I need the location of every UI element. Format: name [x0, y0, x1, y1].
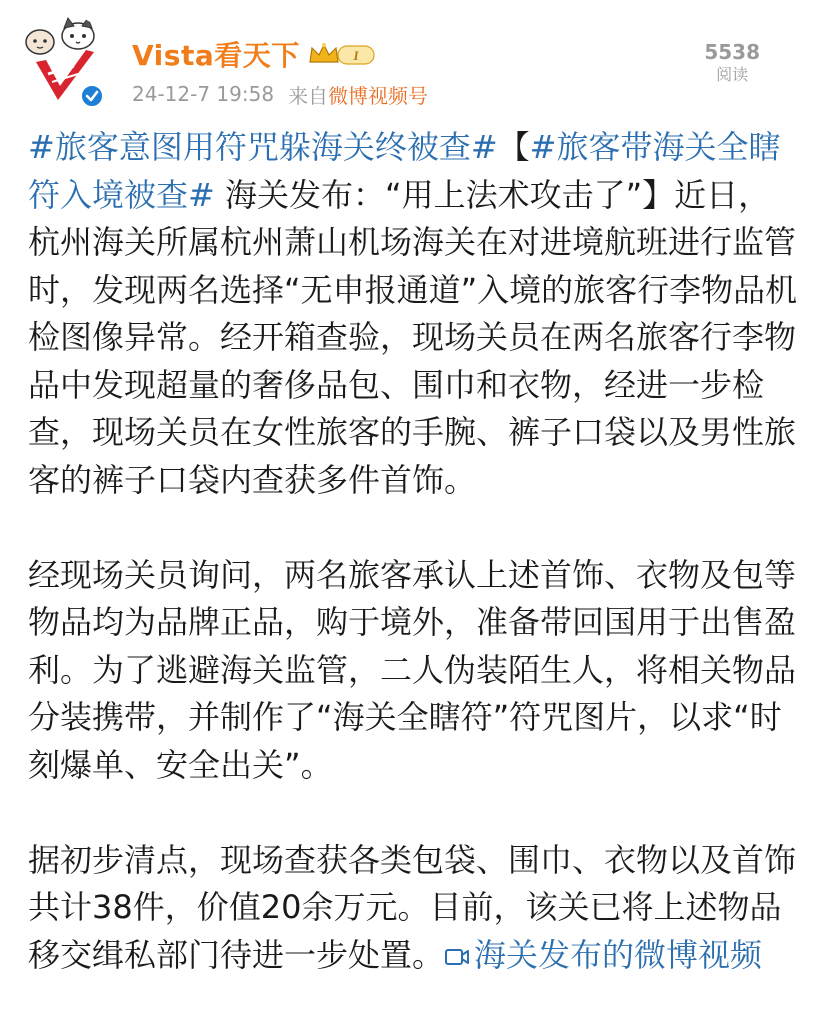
- post-meta: [132, 80, 428, 108]
- read-stats: [704, 40, 760, 86]
- vip-crown-badge-icon[interactable]: [308, 40, 378, 68]
- verified-badge-icon: [80, 84, 104, 108]
- read-count: 5538: [704, 40, 760, 64]
- author-name[interactable]: Vista看天下: [132, 39, 300, 72]
- paragraph-1: [28, 124, 798, 504]
- paragraph-3: [28, 837, 798, 980]
- hashtag-link[interactable]: #旅客意图用符咒躲海关终被查#: [28, 128, 498, 166]
- paragraph-spacer: [28, 504, 798, 552]
- video-link-icon: [444, 946, 470, 968]
- read-label: 阅读: [716, 65, 749, 84]
- bracket-open: 【: [497, 128, 530, 166]
- video-link[interactable]: [444, 936, 762, 974]
- post-header: [0, 0, 818, 118]
- paragraph-spacer: [28, 789, 798, 837]
- svg-text:I: I: [353, 48, 359, 63]
- paragraph-1-text: 海关发布：“用上法术攻击了”】近日，杭州海关所属杭州萧山机场海关在对进境航班进行监管时，发现两名选择“无申报通道”入境的旅客行李物品机检图像异常。经开箱查验，现场关员在两名旅客行李物品中发现超量的奢侈品包、围巾和衣物，经进一步检查，现场关员在女性旅客的手腕、裤子口袋以及男性旅客的裤子口袋内查获多件首饰。: [28, 175, 798, 499]
- author-row: [132, 36, 378, 72]
- hashtag-link[interactable]: #旅客带海关全瞎符入境被查#: [28, 128, 781, 214]
- paragraph-2: 经现场关员询问，两名旅客承认上述首饰、衣物及包等物品均为品牌正品，购于境外，准备带回国用于出售盈利。为了逃避海关监管，二人伪装陌生人，将相关物品分装携带，并制作了“海关全瞎符”符咒图片，以求“时刻爆单、安全出关”。: [28, 555, 797, 784]
- post-source-link[interactable]: 微博视频号: [328, 83, 429, 108]
- post-timestamp: 24-12-7 19:58: [132, 82, 275, 106]
- post-content: [28, 124, 798, 979]
- from-label: 来自: [288, 83, 329, 108]
- paragraph-3-text: 据初步清点，现场查获各类包袋、围巾、衣物以及首饰共计38件，价值20余万元。目前，该关已将上述物品移交缉私部门待进一步处置。: [28, 840, 797, 974]
- video-link-text[interactable]: 海关发布的微博视频: [474, 935, 763, 974]
